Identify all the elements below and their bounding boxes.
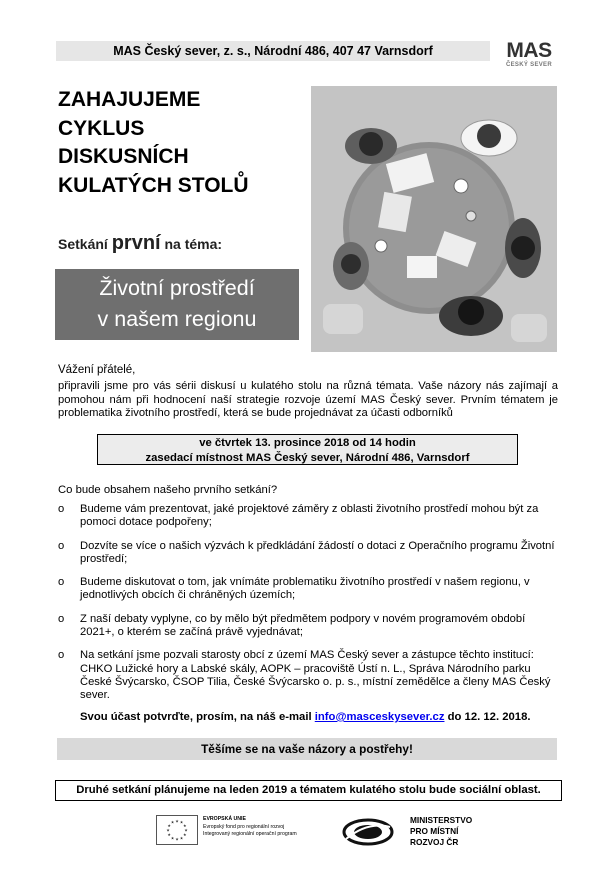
agenda-list (58, 503, 558, 713)
confirm-post: do 12. 12. 2018. (444, 711, 531, 723)
list-item (58, 503, 558, 530)
eu-star: ★ (170, 835, 175, 841)
greeting: Vážení přátelé, (58, 364, 136, 376)
header-address-bar: MAS Český sever, z. s., Národní 486, 407 47 Varnsdorf (56, 41, 490, 61)
ministry-line: PRO MÍSTNÍ (410, 826, 459, 836)
eu-star: ★ (167, 823, 172, 828)
bullet-marker: o (58, 576, 65, 589)
topic-banner (55, 269, 299, 340)
list-item (58, 649, 558, 702)
list-item-text: Z naší debaty vyplyne, co by mělo být předmětem podpory v novém programovém období 2021+, o kterém se začíná právě vyjednávat; (80, 612, 526, 639)
bullet-marker: o (58, 649, 65, 662)
event-date: ve čtvrtek 13. prosince 2018 od 14 hodin (199, 437, 416, 449)
eu-line: Evropský fond pro regionální rozvoj (203, 823, 285, 830)
eu-flag-icon (156, 815, 198, 845)
list-item-text: Budeme diskutovat o tom, jak vnímáte problematiku životního prostředí v našem regionu, v jednotlivých obcích či chráněných územích; (80, 576, 530, 602)
event-box (97, 434, 518, 465)
title-line: CYKLUS (58, 116, 145, 140)
ministry-line: MINISTERSTVO (410, 815, 473, 825)
agenda-question: Co bude obsahem našeho prvního setkání? (58, 484, 278, 496)
bullet-marker: o (58, 539, 65, 552)
eu-star: ★ (182, 832, 187, 837)
eu-line: EVROPSKÁ UNIE (203, 816, 246, 822)
eu-star: ★ (184, 827, 188, 833)
next-meeting-box: Druhé setkání plánujeme na leden 2019 a tématem kulatého stolu bude sociální oblast. (55, 780, 562, 801)
confirm-pre: Svou účast potvrďte, prosím, na náš e-mail (80, 711, 315, 723)
event-place: zasedací místnost MAS Český sever, Národní 486, Varnsdorf (145, 452, 470, 464)
subtitle (58, 232, 222, 255)
title-line: DISKUSNÍCH (58, 145, 189, 168)
list-item (58, 576, 558, 603)
eu-star: ★ (179, 835, 184, 841)
list-item-text: Na setkání jsme pozvali starosty obcí z území MAS Český sever a zástupce těchto institucí: CHKO Lužické hory a Labské skály, AOPK – pracoviště Ústí n. L., Správa Národního parku České Švýcarsko, ČSOP Tilia, České Švýcarsko o. p. s., místní zemědělce a členy MAS Český sever. (80, 649, 551, 702)
eu-text (203, 816, 328, 839)
eu-star: ★ (182, 823, 187, 828)
list-item (58, 540, 558, 567)
ministry-line: ROZVOJ ČR (410, 837, 459, 847)
eu-line: Integrovaný regionální operační program (203, 831, 297, 837)
subtitle-post: na téma: (160, 236, 223, 252)
mas-logo (500, 40, 558, 74)
ministry-text (410, 815, 500, 848)
eu-star: ★ (166, 827, 170, 833)
confirm-line (80, 711, 531, 723)
eu-star: ★ (175, 836, 179, 842)
list-item-text: Budeme vám prezentovat, jaké projektové záměry z oblasti životního prostředí mohou být za pomoci dotace podpořeny; (80, 503, 539, 529)
email-link[interactable]: info@masceskysever.cz (314, 711, 445, 723)
eu-star: ★ (170, 819, 175, 825)
logo-main-text: MAS (506, 39, 552, 62)
topic-line: v našem regionu (97, 307, 257, 331)
round-table-photo (311, 86, 557, 352)
page-title (58, 86, 298, 200)
title-line: ZAHAJUJEME (58, 88, 201, 111)
ministry-logo-icon (342, 817, 394, 847)
looking-forward-bar: Těšíme se na vaše názory a postřehy! (57, 738, 557, 760)
bullet-marker: o (58, 503, 65, 515)
logo-sub-text: ČESKÝ SEVER (506, 62, 552, 68)
bullet-marker: o (58, 612, 65, 625)
subtitle-emphasis: první (111, 232, 161, 254)
eu-star: ★ (175, 818, 179, 824)
title-line: KULATÝCH STOLŮ (58, 173, 249, 197)
list-item-text: Dozvíte se více o našich výzvách k předkládání žádostí o dotaci z Operačního programu Životní prostředí; (80, 539, 555, 565)
topic-line: Životní prostředí (99, 276, 255, 300)
intro-paragraph: připravili jsme pro vás sérii diskusí u kulatého stolu na různá témata. Vaše názory nás zajímají a pomohou nám při hodnocení naší strategie rozvoje území MAS Český sever. Prvním tématem je problematika životního prostředí, která se bude projednávat za účasti odborníků (58, 380, 558, 419)
list-item (58, 613, 558, 640)
eu-star: ★ (179, 819, 184, 825)
subtitle-pre: Setkání (58, 236, 112, 252)
eu-star: ★ (167, 832, 172, 837)
